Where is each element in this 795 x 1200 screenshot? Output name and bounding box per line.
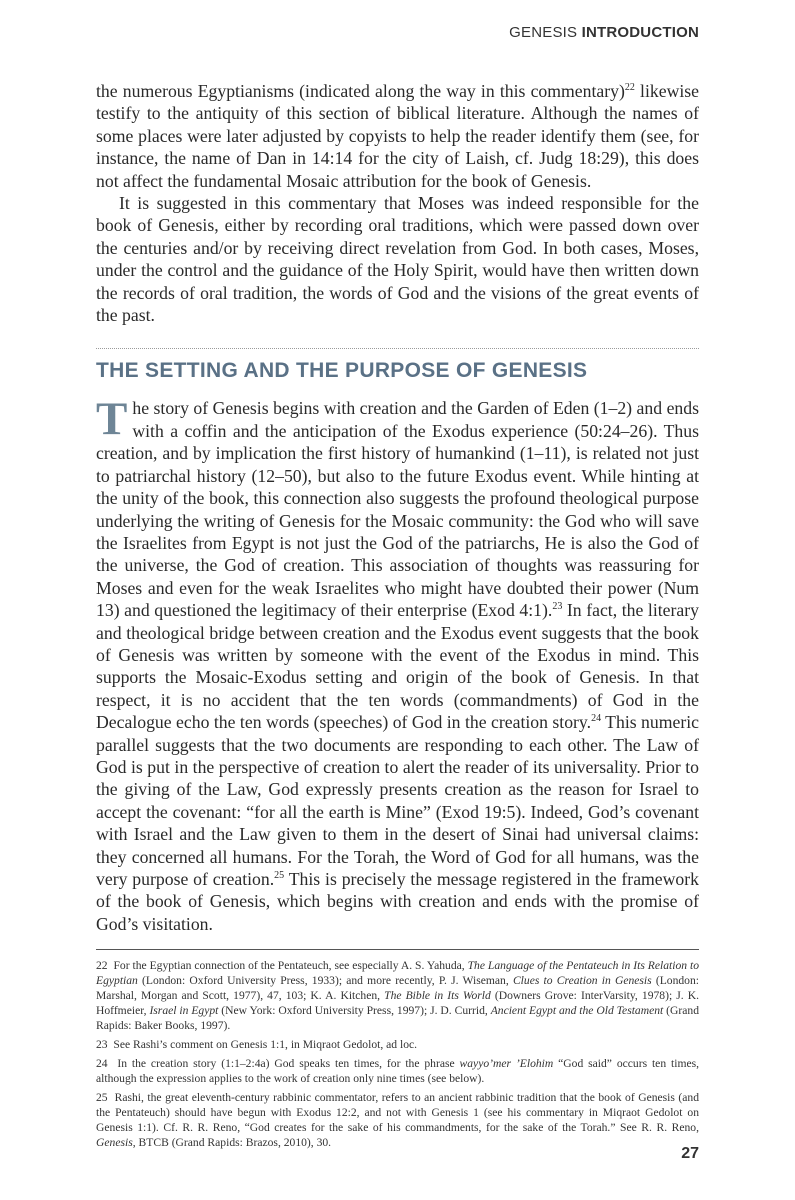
paragraph-text: This numeric parallel suggests that the two documents are responding to each other. The Law of God is put in the perspective of creation to alert the reader of its universality. Prior to the giving of the Law, God expressly presents creation as the reason for Israel to accept the covenant: “for all the earth is Mine” (Exod 19:5). Indeed, God’s covenant with Israel and the Law given to them in the desert of Sinai had universal claims: they concerned all humans. For the Torah, the Word of God for all humans, was the very purpose of creation. [96,712,700,889]
footnote-number: 25 [96,1091,108,1105]
running-header [509,24,699,41]
footnote-ref-22[interactable]: 22 [624,82,635,93]
footnote-number: 24 [96,1057,108,1071]
section-heading: THE SETTING AND THE PURPOSE OF GENESIS [96,359,588,383]
footnote-23 [96,1037,699,1052]
paragraph-text: he story of Genesis begins with creation and the Garden of Eden (1–2) and ends with a coffin and the anticipation of the Exodus experience (50:24–26). Thus creation, and by implication the first history of humankind (1–11), is related not just to patriarchal history (12–50), but also to the future Exodus event. While hinting at the unity of the book, this connection also suggests the profound theological purpose underlying the writing of Genesis for the Mosaic community: the God who will save the Israelites from Egypt is not just the God of the patriarchs, He is also the God of the universe, the God of creation. This association of thoughts was reassuring for Moses and even for the weak Israelites who might have doubted their power (Num 13) and questioned the legitimacy of their enterprise (Exod 4:1). [96,398,699,621]
page-content [96,80,699,1154]
footnote-title: Clues to Creation in Genesis [512,974,652,988]
footnote-ref-24[interactable]: 24 [591,713,602,725]
footnote-text: See Rashi’s comment on Genesis 1:1, in Miqraot Gedolot, ad loc. [113,1038,418,1052]
footnote-text: (Grand Rapids: Baker Books, 1997). [96,1004,700,1033]
footnote-text: , BTCB (Grand Rapids: Brazos, 2010), 30. [132,1136,332,1150]
footnote-ref-25[interactable]: 25 [274,870,285,881]
footnote-text: Rashi, the great eleventh-century rabbinic commentator, refers to an ancient rabbinic tradition that the book of Genesis (and the Pentateuch) should have begun with Exodus 12:2, and not with Genesis 1 (see his commentary in Miqraot Gedolot on Genesis 1:1). Cf. R. R. Reno, “God creates for the sake of his commandments, for the sake of the Torah.” See R. R. Reno, [96,1091,699,1135]
footnote-number: 23 [96,1038,108,1052]
footnote-title: The Bible in Its World [384,989,491,1003]
footnote-24 [96,1056,699,1086]
footnote-title: Ancient Egypt and the Old Testament [490,1004,664,1018]
footnote-text: (London: Oxford University Press, 1933); and more recently, P. J. Wiseman, [137,974,513,988]
footnote-title: The Language of the Pentateuch in Its Relation to Egyptian [96,959,700,988]
header-book: GENESIS [509,24,578,41]
footnote-text: (New York: Oxford University Press, 1997); J. D. Currid, [218,1004,491,1018]
footnotes [96,949,699,1150]
intro-paragraph-1 [96,80,699,192]
footnote-text: For the Egyptian connection of the Pentateuch, see especially A. S. Yahuda, [113,959,468,973]
footnote-ref-23[interactable]: 23 [552,601,563,613]
footnote-number: 22 [96,959,108,973]
paragraph-text: the numerous Egyptianisms (indicated along the way in this commentary) [96,81,625,101]
footnote-text: (Downers Grove: InterVarsity, 1978); J. K. Hoffmeier, [96,989,699,1018]
footnote-title: Israel in Egypt [149,1004,219,1018]
page-number: 27 [681,1145,699,1162]
header-section: INTRODUCTION [581,24,699,41]
footnote-title: wayyo’mer ’Elohim [459,1057,554,1071]
section-paragraph [96,393,700,935]
footnote-text: In the creation story (1:1–2:4a) God speaks ten times, for the phrase [117,1057,460,1071]
footnote-text: “God said” occurs ten times, although the expression applies to the work of creation only nine times (see below). [96,1057,700,1086]
paragraph-text: likewise testify to the antiquity of this section of biblical literature. Although the names of some places were later adjusted by copyists to help the reader identify them (see, for instance, the name of Dan in 14:14 for the city of Laish, cf. Judg 18:29), this does not affect the fundamental Mosaic attribution for the book of Genesis. [96,81,699,191]
footnote-25 [96,1090,699,1150]
footnote-title: Genesis [96,1136,133,1150]
paragraph-text: This is precisely the message registered in the framework of the book of Genesis, which begins with creation and ends with the promise of God’s visitation. [96,869,700,934]
drop-cap: T [96,393,128,446]
footnote-22 [96,958,699,1033]
paragraph-text: In fact, the literary and theological bridge between creation and the Exodus event suggests that the book of Genesis was written by someone with the event of the Exodus in mind. This supports the Mosaic-Exodus setting and origin of the book of Genesis. In that respect, it is no accident that the ten words (commandments) of God in the Decalogue echo the ten words (speeches) of God in the creation story. [96,600,699,733]
section-divider [96,348,699,349]
intro-paragraph-2: It is suggested in this commentary that Moses was indeed responsible for the book of Genesis, either by recording oral traditions, which were passed down over the centuries and/or by receiving direct revelation from God. In both cases, Moses, under the control and the guidance of the Holy Spirit, would have then written down the records of oral tradition, the words of God and the visions of the great events of the past. [96,193,699,326]
footnote-text: (London: Marshal, Morgan and Scott, 1977), 47, 103; K. A. Kitchen, [96,974,699,1003]
